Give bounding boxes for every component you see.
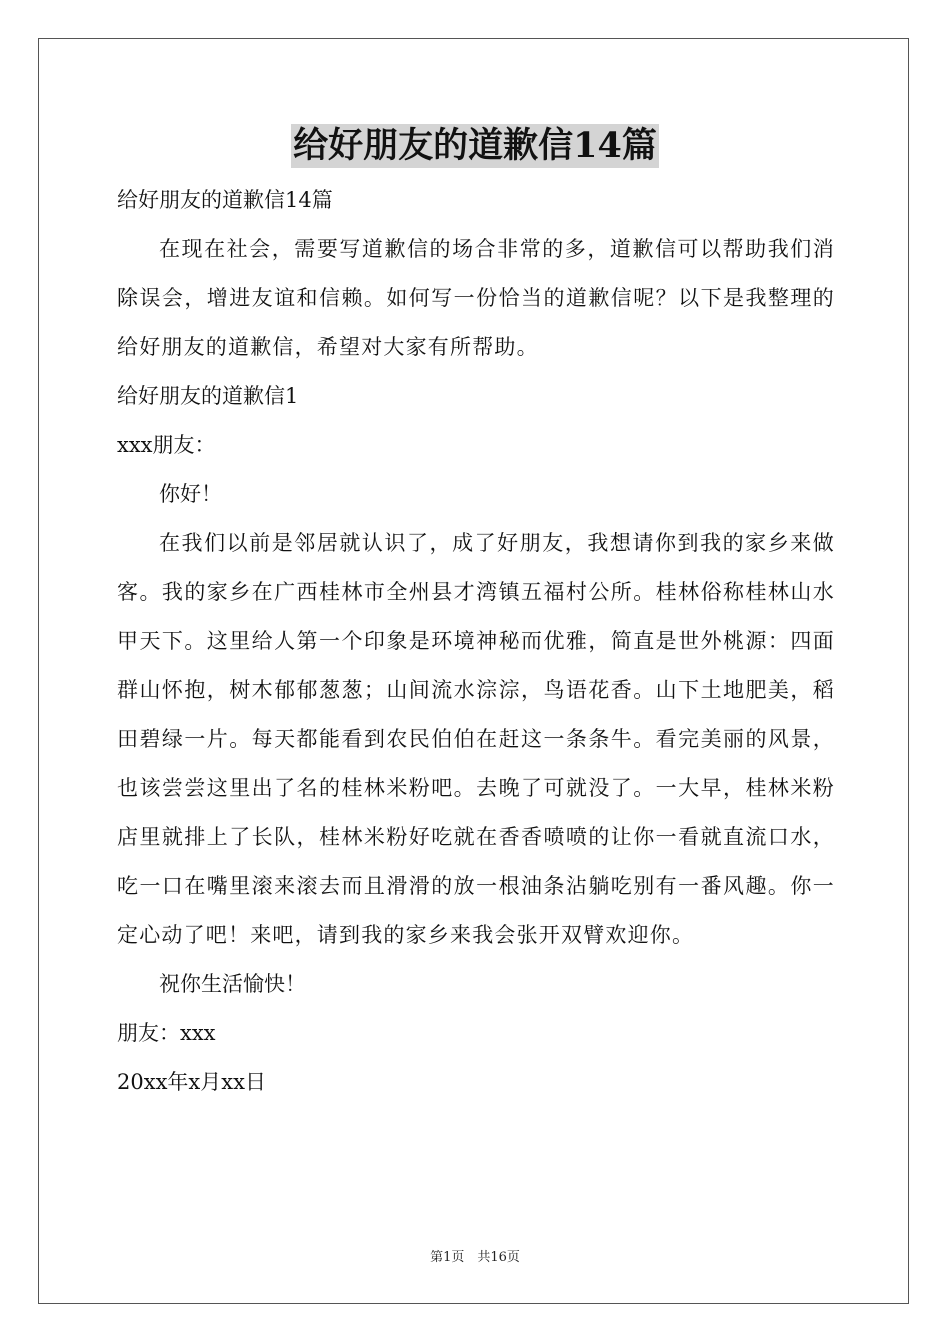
- intro-paragraph: 在现在社会，需要写道歉信的场合非常的多，道歉信可以帮助我们消除误会，增进友谊和信赖。如何写一份恰当的道歉信呢？以下是我整理的给好朋友的道歉信，希望对大家有所帮助。: [117, 237, 835, 359]
- date: 20xx年x月xx日: [117, 1070, 266, 1094]
- signature: 朋友：xxx: [117, 1021, 216, 1045]
- document-body: [117, 176, 835, 1107]
- page-footer: 第1页 共16页: [430, 1250, 520, 1265]
- closing-line: 祝你生活愉快！: [159, 972, 306, 996]
- letter-heading: 给好朋友的道歉信1: [117, 384, 299, 408]
- document-subtitle: 给好朋友的道歉信14篇: [117, 188, 333, 212]
- greeting: 你好！: [159, 482, 222, 506]
- document-title: 给好朋友的道歉信14篇: [293, 125, 657, 166]
- salutation: xxx朋友：: [117, 433, 216, 457]
- title-container: [0, 124, 950, 168]
- letter-body-paragraph: 在我们以前是邻居就认识了，成了好朋友，我想请你到我的家乡来做客。我的家乡在广西桂林市全州县才湾镇五福村公所。桂林俗称桂林山水甲天下。这里给人第一个印象是环境神秘而优雅，简直是世外桃源：四面群山怀抱，树木郁郁葱葱；山间流水淙淙，鸟语花香。山下土地肥美，稻田碧绿一片。每天都能看到农民伯伯在赶这一条条牛。看完美丽的风景，也该尝尝这里出了名的桂林米粉吧。去晚了可就没了。一大早，桂林米粉店里就排上了长队，桂林米粉好吃就在香香喷喷的让你一看就直流口水，吃一口在嘴里滚来滚去而且滑滑的放一根油条沾躺吃别有一番风趣。你一定心动了吧！来吧，请到我的家乡来我会张开双臂欢迎你。: [117, 531, 835, 947]
